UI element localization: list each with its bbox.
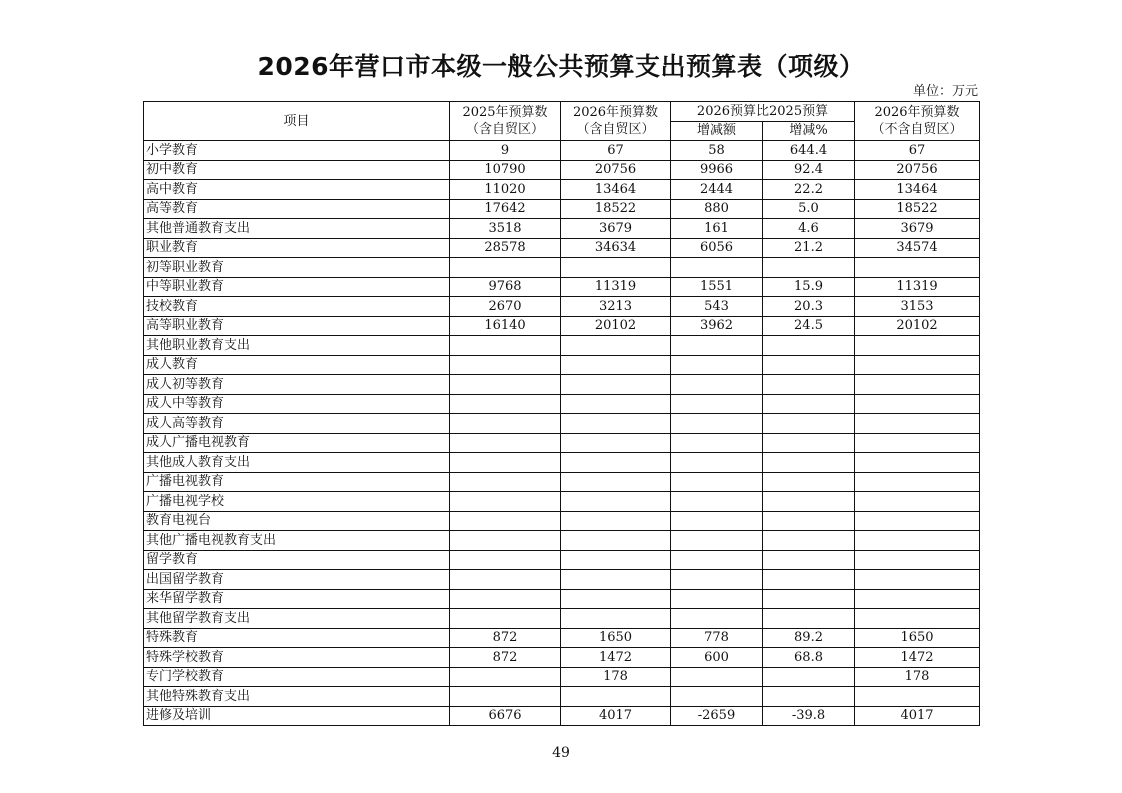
cell-increase-pct [763,511,855,531]
cell-increase-amount [671,667,763,687]
cell-2025-budget [450,472,561,492]
unit-label: 单位：万元 [912,84,978,99]
cell-2025-budget: 2670 [450,297,561,317]
cell-item-name: 广播电视教育 [144,472,450,492]
cell-2025-budget: 6676 [450,706,561,726]
cell-2026-budget [561,687,671,707]
cell-increase-pct [763,570,855,590]
table-row [144,648,980,668]
table-row [144,219,980,239]
cell-increase-pct [763,492,855,512]
cell-item-name: 成人初等教育 [144,375,450,395]
cell-increase-pct [763,394,855,414]
cell-2026-budget-excl: 4017 [855,706,980,726]
cell-item-name: 其他成人教育支出 [144,453,450,473]
cell-2026-budget-excl [855,375,980,395]
cell-2026-budget [561,472,671,492]
table-row [144,706,980,726]
cell-2025-budget [450,394,561,414]
cell-increase-amount: 778 [671,628,763,648]
table-row [144,394,980,414]
cell-item-name: 中等职业教育 [144,277,450,297]
cell-2026-budget [561,375,671,395]
cell-item-name: 专门学校教育 [144,667,450,687]
cell-2025-budget: 10790 [450,160,561,180]
cell-2025-budget [450,667,561,687]
cell-2026-budget-excl [855,570,980,590]
cell-increase-amount [671,433,763,453]
table-row [144,355,980,375]
cell-2026-budget: 1650 [561,628,671,648]
cell-item-name: 成人中等教育 [144,394,450,414]
cell-2026-budget-excl [855,687,980,707]
cell-2025-budget [450,336,561,356]
cell-item-name: 特殊学校教育 [144,648,450,668]
cell-2026-budget [561,492,671,512]
cell-2026-budget: 13464 [561,180,671,200]
cell-2026-budget-excl: 1472 [855,648,980,668]
cell-item-name: 其他留学教育支出 [144,609,450,629]
cell-2026-budget [561,394,671,414]
cell-increase-amount [671,492,763,512]
cell-2026-budget-excl [855,336,980,356]
cell-2026-budget-excl: 13464 [855,180,980,200]
cell-2026-budget: 34634 [561,238,671,258]
cell-increase-amount [671,609,763,629]
cell-increase-amount: 880 [671,199,763,219]
cell-2026-budget-excl [855,492,980,512]
cell-item-name: 留学教育 [144,550,450,570]
cell-item-name: 高等教育 [144,199,450,219]
cell-increase-pct: 92.4 [763,160,855,180]
table-row [144,258,980,278]
table-body [144,141,980,726]
cell-increase-pct: 644.4 [763,141,855,161]
cell-2026-budget: 20102 [561,316,671,336]
table-row [144,453,980,473]
cell-2026-budget-excl [855,589,980,609]
cell-increase-pct: 4.6 [763,219,855,239]
cell-2025-budget [450,355,561,375]
header-2025-line1: 2025年预算数 [462,105,548,120]
cell-item-name: 特殊教育 [144,628,450,648]
cell-increase-pct: 20.3 [763,297,855,317]
cell-increase-pct: 21.2 [763,238,855,258]
cell-increase-amount: 161 [671,219,763,239]
table-row [144,180,980,200]
cell-2026-budget [561,414,671,434]
header-increase-amount: 增减额 [671,121,763,141]
cell-2025-budget [450,550,561,570]
cell-2026-budget: 18522 [561,199,671,219]
cell-2025-budget: 872 [450,648,561,668]
page-title: 2026年营口市本级一般公共预算支出预算表（项级） [257,52,865,81]
cell-2025-budget [450,609,561,629]
table-row [144,297,980,317]
cell-2026-budget-excl [855,550,980,570]
cell-increase-amount [671,589,763,609]
header-2025-line2: （含自贸区） [465,122,544,137]
cell-item-name: 成人高等教育 [144,414,450,434]
cell-increase-pct: 22.2 [763,180,855,200]
cell-increase-amount [671,414,763,434]
cell-2025-budget [450,433,561,453]
cell-item-name: 职业教育 [144,238,450,258]
cell-increase-pct [763,472,855,492]
table-row [144,531,980,551]
table-row [144,336,980,356]
table-row [144,433,980,453]
cell-2026-budget-excl: 11319 [855,277,980,297]
cell-2025-budget [450,531,561,551]
cell-2026-budget-excl: 3153 [855,297,980,317]
cell-2026-budget-excl [855,453,980,473]
cell-increase-amount [671,511,763,531]
cell-2025-budget [450,258,561,278]
cell-2025-budget [450,453,561,473]
table-row [144,277,980,297]
table-row [144,472,980,492]
cell-increase-pct [763,433,855,453]
cell-2026-budget [561,511,671,531]
table-row [144,667,980,687]
cell-item-name: 其他职业教育支出 [144,336,450,356]
cell-item-name: 出国留学教育 [144,570,450,590]
table-row [144,687,980,707]
cell-increase-amount: 543 [671,297,763,317]
cell-increase-amount: 6056 [671,238,763,258]
cell-2025-budget: 9 [450,141,561,161]
cell-increase-amount [671,472,763,492]
table-row [144,511,980,531]
cell-increase-pct [763,589,855,609]
cell-2026-budget-excl [855,472,980,492]
cell-2026-budget: 4017 [561,706,671,726]
cell-2026-budget: 178 [561,667,671,687]
cell-2025-budget [450,375,561,395]
cell-increase-amount: 600 [671,648,763,668]
cell-2026-budget: 1472 [561,648,671,668]
cell-2025-budget [450,414,561,434]
cell-2025-budget: 9768 [450,277,561,297]
cell-2026-budget-excl [855,355,980,375]
cell-2026-budget-excl [855,394,980,414]
cell-2026-budget [561,570,671,590]
cell-increase-pct [763,667,855,687]
cell-2026-budget: 3213 [561,297,671,317]
cell-increase-amount: 9966 [671,160,763,180]
table-row [144,160,980,180]
cell-increase-pct [763,531,855,551]
cell-2026-budget-excl [855,433,980,453]
cell-2026-budget-excl [855,609,980,629]
cell-2025-budget [450,687,561,707]
cell-2026-budget-excl: 20102 [855,316,980,336]
cell-2026-budget-excl [855,258,980,278]
cell-2026-budget-excl: 3679 [855,219,980,239]
cell-increase-amount: -2659 [671,706,763,726]
cell-increase-amount [671,570,763,590]
cell-increase-pct [763,453,855,473]
cell-2025-budget [450,570,561,590]
cell-item-name: 广播电视学校 [144,492,450,512]
cell-increase-pct: 15.9 [763,277,855,297]
table-row [144,199,980,219]
cell-increase-pct: 5.0 [763,199,855,219]
cell-increase-pct: -39.8 [763,706,855,726]
cell-increase-amount [671,336,763,356]
cell-item-name: 初等职业教育 [144,258,450,278]
cell-increase-amount: 1551 [671,277,763,297]
cell-item-name: 来华留学教育 [144,589,450,609]
cell-2025-budget [450,492,561,512]
cell-item-name: 其他广播电视教育支出 [144,531,450,551]
cell-2025-budget: 16140 [450,316,561,336]
table-row [144,238,980,258]
cell-2026-budget [561,609,671,629]
cell-2025-budget: 11020 [450,180,561,200]
cell-item-name: 高中教育 [144,180,450,200]
table-row [144,141,980,161]
table-row [144,570,980,590]
header-2026-line1: 2026年预算数 [572,105,659,120]
table-row [144,492,980,512]
cell-2025-budget: 3518 [450,219,561,239]
cell-increase-amount [671,355,763,375]
cell-increase-amount: 58 [671,141,763,161]
header-2026-line2: （含自贸区） [576,122,655,137]
cell-increase-pct [763,687,855,707]
cell-increase-amount: 2444 [671,180,763,200]
header-2025-budget [450,102,561,141]
cell-item-name: 成人广播电视教育 [144,433,450,453]
cell-2026-budget [561,550,671,570]
table-row [144,316,980,336]
cell-2025-budget [450,511,561,531]
cell-increase-pct: 89.2 [763,628,855,648]
cell-2026-budget [561,433,671,453]
table-row [144,628,980,648]
cell-item-name: 进修及培训 [144,706,450,726]
cell-increase-amount [671,375,763,395]
header-item: 项目 [144,102,450,141]
cell-2025-budget: 28578 [450,238,561,258]
cell-increase-amount [671,550,763,570]
cell-increase-pct [763,414,855,434]
cell-2026-budget-excl: 178 [855,667,980,687]
table-row [144,375,980,395]
cell-2026-budget [561,355,671,375]
cell-item-name: 小学教育 [144,141,450,161]
cell-2026-budget-excl: 1650 [855,628,980,648]
cell-item-name: 教育电视台 [144,511,450,531]
table-row [144,589,980,609]
table-header [144,102,980,141]
cell-increase-pct [763,375,855,395]
cell-2026-budget [561,531,671,551]
header-2026x-line1: 2026年预算数 [874,105,960,120]
cell-item-name: 其他普通教育支出 [144,219,450,239]
cell-2026-budget-excl [855,414,980,434]
cell-item-name: 成人教育 [144,355,450,375]
cell-increase-amount: 3962 [671,316,763,336]
cell-item-name: 其他特殊教育支出 [144,687,450,707]
cell-increase-amount [671,394,763,414]
cell-increase-amount [671,453,763,473]
cell-2026-budget [561,336,671,356]
cell-increase-pct [763,336,855,356]
cell-item-name: 高等职业教育 [144,316,450,336]
cell-item-name: 初中教育 [144,160,450,180]
page-number: 49 [552,745,570,761]
cell-2026-budget-excl [855,531,980,551]
cell-2026-budget-excl: 34574 [855,238,980,258]
cell-2026-budget [561,258,671,278]
cell-2026-budget [561,453,671,473]
cell-increase-pct [763,258,855,278]
table-row [144,550,980,570]
cell-increase-pct [763,550,855,570]
cell-2025-budget: 17642 [450,199,561,219]
cell-2026-budget: 3679 [561,219,671,239]
cell-increase-amount [671,258,763,278]
cell-2026-budget: 67 [561,141,671,161]
table-row [144,609,980,629]
header-2026-excl [855,102,980,141]
header-2026x-line2: （不含自贸区） [871,122,963,137]
header-increase-pct: 增减% [763,121,855,141]
cell-increase-pct: 24.5 [763,316,855,336]
cell-2025-budget: 872 [450,628,561,648]
header-compare-group: 2026预算比2025预算 [671,102,855,122]
cell-increase-pct [763,609,855,629]
cell-2026-budget: 20756 [561,160,671,180]
cell-item-name: 技校教育 [144,297,450,317]
budget-table [143,101,980,726]
cell-2026-budget-excl: 18522 [855,199,980,219]
table-row [144,414,980,434]
cell-2025-budget [450,589,561,609]
cell-2026-budget-excl: 20756 [855,160,980,180]
cell-increase-pct [763,355,855,375]
cell-increase-pct: 68.8 [763,648,855,668]
cell-2026-budget-excl [855,511,980,531]
cell-2026-budget [561,589,671,609]
cell-2026-budget-excl: 67 [855,141,980,161]
cell-2026-budget: 11319 [561,277,671,297]
cell-increase-amount [671,531,763,551]
cell-increase-amount [671,687,763,707]
header-2026-budget [561,102,671,141]
